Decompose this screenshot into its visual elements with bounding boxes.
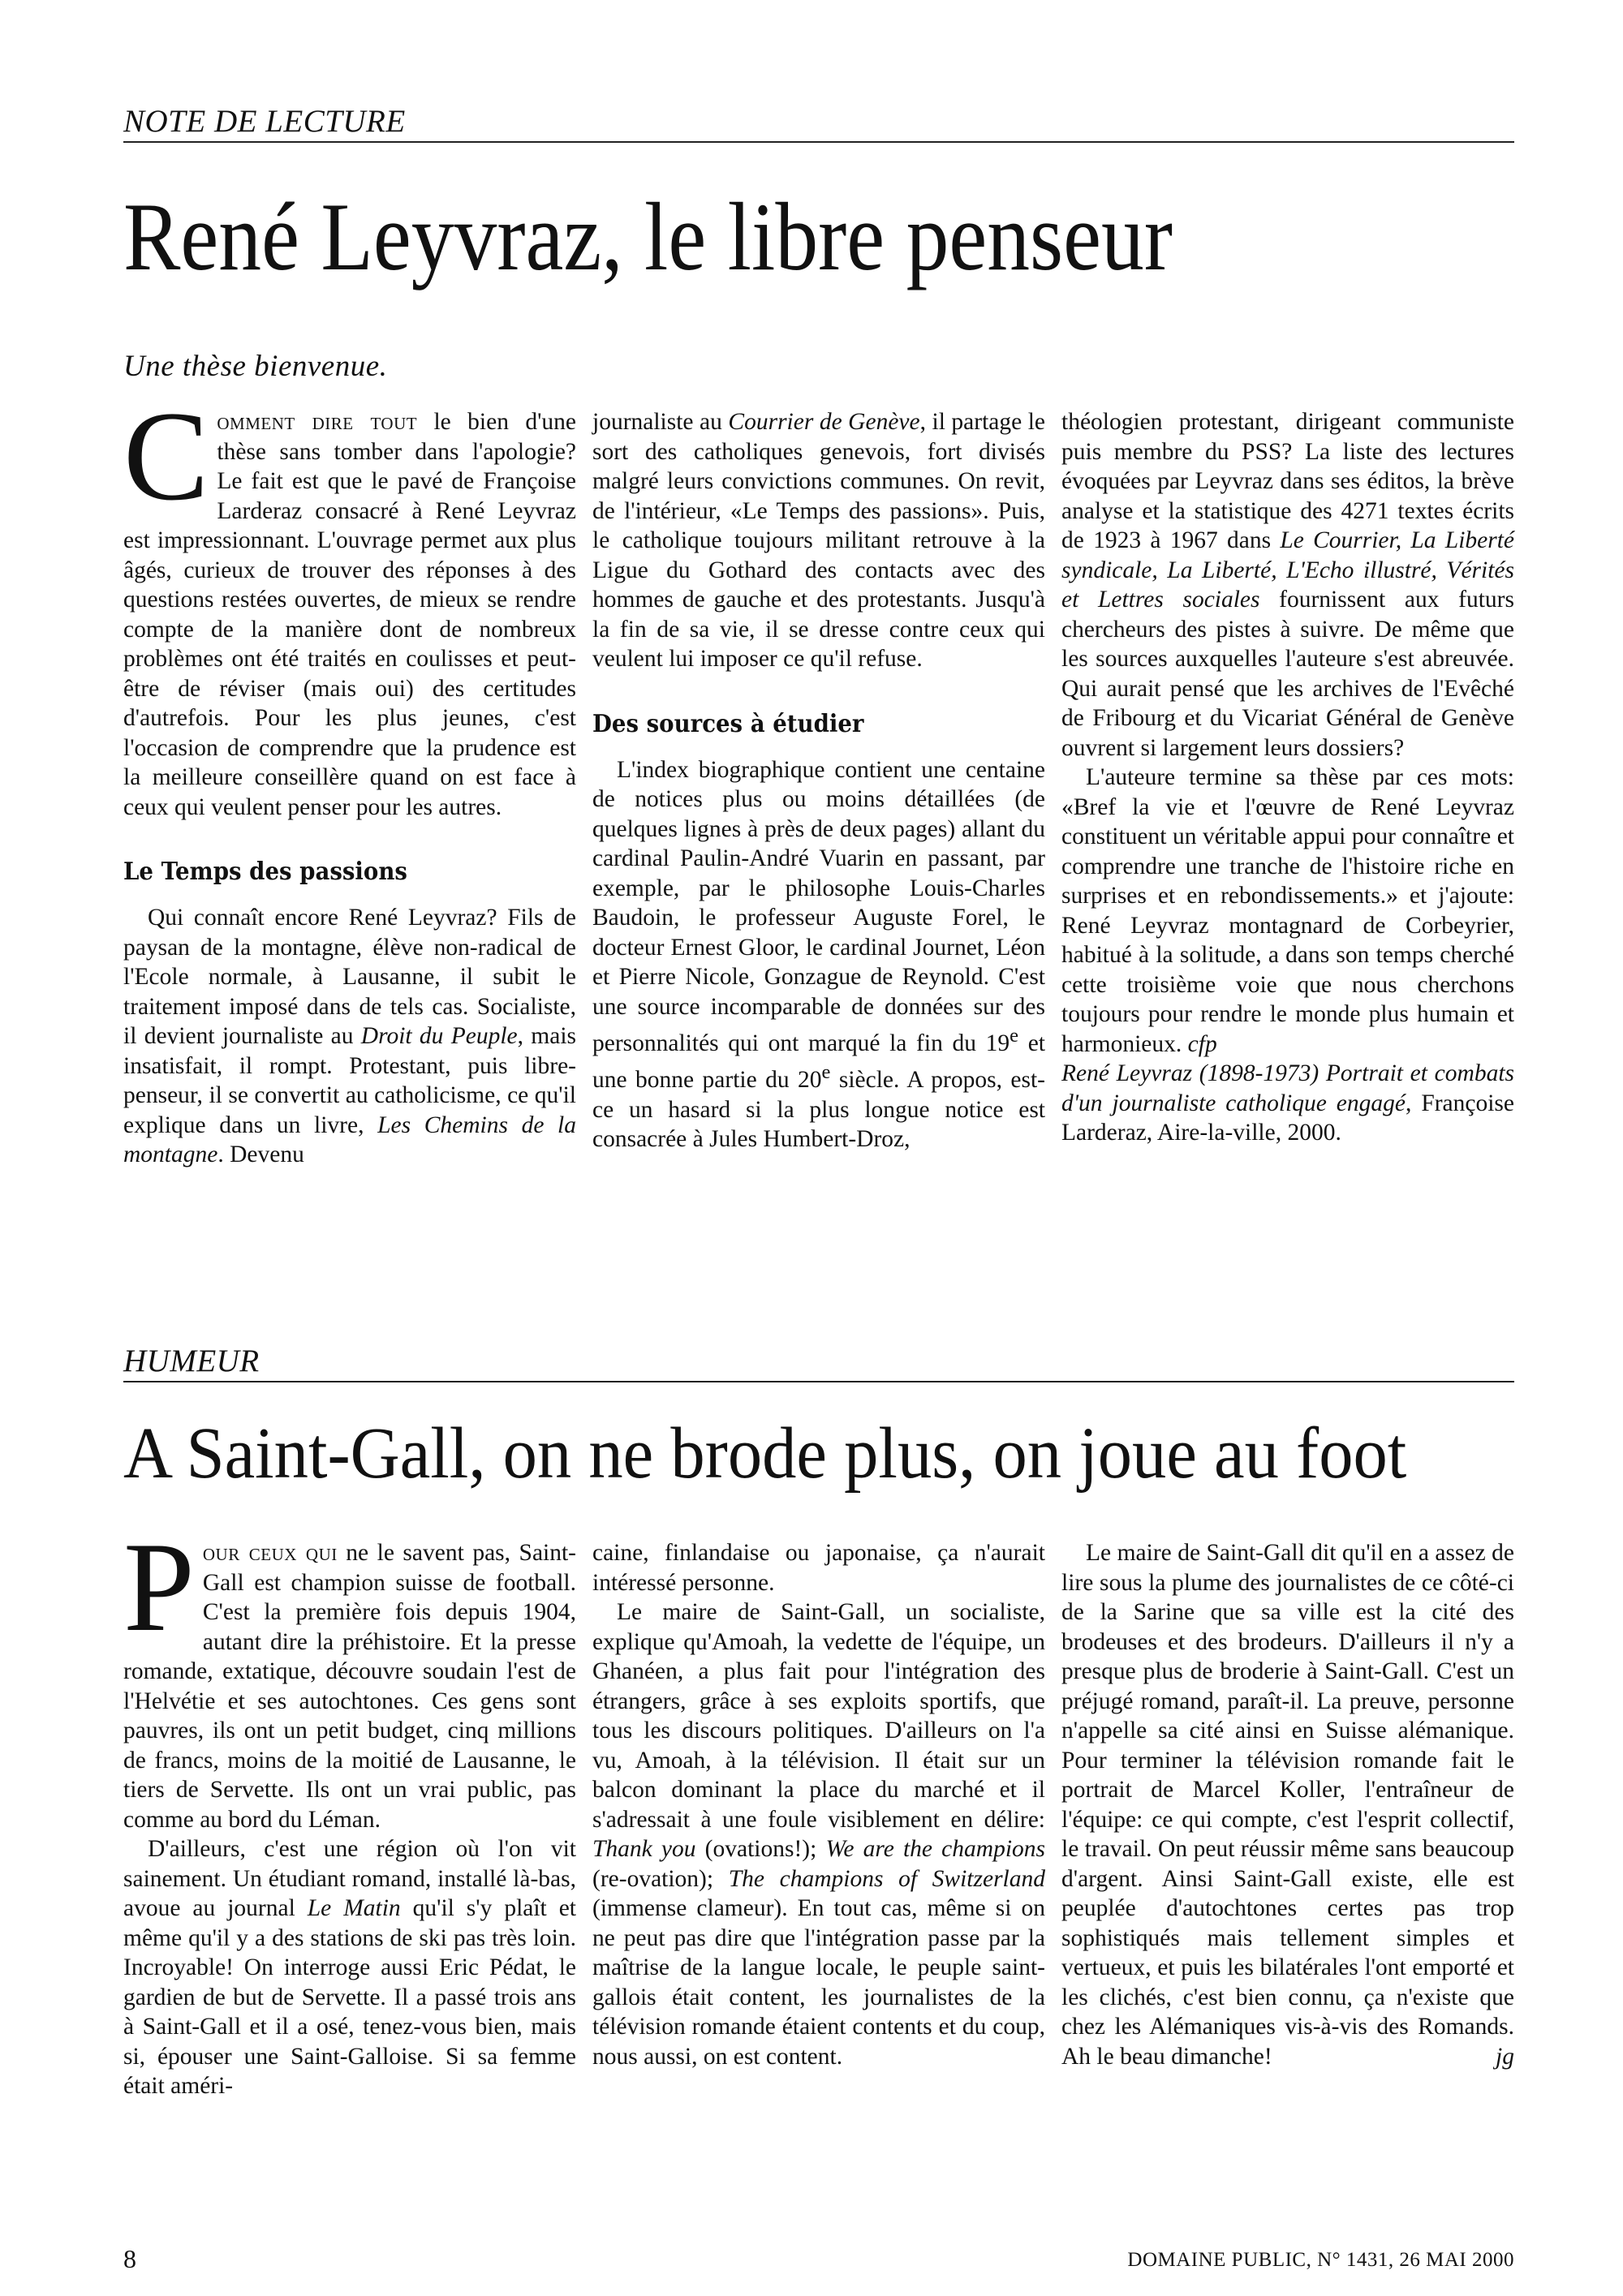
article2-column-2 bbox=[592, 1538, 1045, 2071]
author-signature: cfp bbox=[1187, 1030, 1217, 1057]
rubric-note-de-lecture: NOTE DE LECTURE bbox=[123, 104, 1514, 143]
article2-column-1 bbox=[123, 1516, 577, 2101]
author-signature: jg bbox=[1496, 2043, 1514, 2070]
superscript: e bbox=[821, 1061, 831, 1084]
text-run: L'auteure termine sa thèse par ces mots: «Bref la vie et l'œuvre de René Leyvraz constituent un véritable appui pour connaître et comprendre une tranche de l'histoire riche en surprises et en rebondissements.» et j'ajoute: René Leyvraz montagnard de Corbeyrier, habitué à la solitude, a dans son temps cherché cette troisième voie que nous cherchons toujours pour rendre le monde plus humain et harmonieux. bbox=[1061, 764, 1514, 1057]
lead-smallcaps: our ceux qui bbox=[202, 1540, 338, 1566]
article-title-leyvraz: René Leyvraz, le libre penseur bbox=[123, 183, 1173, 290]
text-run: , Françoise Larderaz, Aire-la-ville, 2000. bbox=[1061, 1090, 1515, 1146]
text-run: théologien protestant, dirigeant communiste puis membre du PSS? La liste des lectures évoquées par Leyvraz dans ses éditos, la brève analyse et la statistique des 4271 textes écrits de 1923 à 1967 dans bbox=[1061, 409, 1514, 553]
paragraph-text: le bien d'une thèse sans tomber dans l'apologie? Le fait est que le pavé de Françoise Larderaz consacré à René Leyvraz est impressionnant. L'ouvrage permet aux plus âgés, curieux de trouver des réponses à des questions restées ouvertes, de mieux se rendre compte de la manière dont de nombreux problèmes ont été traités en coulisses et peut-être de réviser (mais oui) des certitudes d'autrefois. Pour les plus jeunes, c'est l'occasion de comprendre que la prudence est la meilleure conseillère quand on est face à ceux qui veulent penser pour les autres. bbox=[123, 409, 576, 820]
text-run: (re-ovation); bbox=[592, 1865, 729, 1892]
paragraph bbox=[592, 407, 1045, 674]
text-run: et une bonne partie du 20 bbox=[592, 1030, 1046, 1094]
article1-column-3 bbox=[1061, 407, 1514, 1148]
book-title: René Leyvraz (1898-1973) Portrait et combats d'un journaliste catholique engagé bbox=[1061, 1060, 1514, 1116]
rubric-humeur: HUMEUR bbox=[123, 1344, 1514, 1382]
text-run: L'index biographique contient une centaine de notices plus ou moins détaillées (de quelques lignes à près de deux pages) allant du cardinal Paulin-André Vuarin en passant, par exemple, par le philosophe Louis-Charles Baudoin, le professeur Auguste Forel, le docteur Ernest Gloor, le cardinal Journet, Léon et Pierre Nicole, Gonzague de Reynold. C'est une source incomparable de données sur des personnalités qui ont marqué la fin du 19 bbox=[592, 756, 1045, 1056]
text-run: qu'il s'y plaît et même qu'il y a des stations de ski pas très loin. Incroyable! On interroge aussi Eric Pédat, le gardien de but de Servette. Il a passé trois ans à Saint-Gall et il a osé, tenez-vous bien, mais si, épouser une Saint-Galloise. Si sa femme était améri- bbox=[123, 1895, 576, 2099]
paragraph bbox=[123, 385, 576, 822]
article-title-saint-gall: A Saint-Gall, on ne brode plus, on joue au foot bbox=[123, 1413, 1407, 1494]
subheading-sources: Des sources à étudier bbox=[592, 709, 864, 738]
paragraph bbox=[123, 1834, 576, 2101]
article1-column-1 bbox=[123, 385, 576, 1170]
issue-line: DOMAINE PUBLIC, N° 1431, 26 MAI 2000 bbox=[1127, 2249, 1514, 2271]
paragraph bbox=[1061, 407, 1514, 763]
italic-quote: We are the champions bbox=[825, 1836, 1045, 1862]
paragraph bbox=[592, 755, 1045, 1154]
paragraph bbox=[123, 1516, 577, 1834]
article-deck: Une thèse bienvenue. bbox=[123, 350, 388, 383]
article1-column-2 bbox=[592, 407, 1045, 1154]
drop-cap: C bbox=[123, 385, 209, 527]
italic-quote: The champions of Switzerland bbox=[728, 1865, 1045, 1892]
lead-smallcaps: omment dire tout bbox=[217, 409, 418, 435]
italic-quote: Thank you bbox=[592, 1836, 696, 1862]
text-run: siècle. A propos, est-ce un hasard si la plus longue notice est consacrée à Jules Humbert-Droz, bbox=[592, 1067, 1045, 1153]
text-run: D'ailleurs, c'est une région où l'on vit sainement. Un étudiant romand, installé là-bas, avoue au journal bbox=[123, 1836, 576, 1921]
text-run: , il partage le sort des catholiques genevois, fort divisés malgré leurs convictions communes. On revit, de l'intérieur, «Le Temps des passions». Puis, le catholique toujours militant retrouve à la Ligue du Gothard des contacts avec des hommes de gauche et des protestants. Jusqu'à la fin de sa vie, il se dresse contre ceux qui veulent lui imposer ce qu'il refuse. bbox=[592, 409, 1045, 672]
drop-cap: P bbox=[123, 1516, 195, 1658]
article2-column-3 bbox=[1061, 1538, 1514, 2071]
subheading-temps-des-passions: Le Temps des passions bbox=[123, 858, 407, 886]
text-run: ne le savent pas, Saint-Gall est champion suisse de football. C'est la première fois depuis 1904, autant dire la préhistoire. Et la presse romande, extatique, découvre soudain l'est de l'Helvétie et ses autochtones. Ces gens sont pauvres, ils ont un petit budget, cinq millions de francs, moins de la moitié de Lausanne, le tiers de Servette. Ils ont un vrai public, pas comme au bord du Léman. bbox=[123, 1540, 577, 1833]
text-run: journaliste au bbox=[592, 409, 729, 435]
text-run: , mais insatisfait, il rompt. Protestant, puis libre-penseur, il se convertit au catholicisme, ce qu'il explique dans un livre, bbox=[123, 1023, 576, 1138]
paragraph: caine, finlandaise ou japonaise, ça n'aurait intéressé personne. bbox=[592, 1540, 1045, 1596]
paragraph bbox=[1061, 763, 1514, 1059]
italic-title: Droit du Peuple bbox=[360, 1023, 518, 1049]
paragraph bbox=[592, 1597, 1045, 2071]
italic-title: Courrier de Genève bbox=[728, 409, 920, 435]
book-reference bbox=[1061, 1059, 1514, 1148]
text-run: Le maire de Saint-Gall, un socialiste, explique qu'Amoah, la vedette de l'équipe, un Ghanéen, a plus fait pour l'intégration des étrangers, grâce à ses exploits sportifs, que tous les discours politiques. D'ailleurs on l'a vu, Amoah, à la télévision. Il était sur un balcon dominant la place du marché et il s'adressait à une foule visiblement en délire: bbox=[592, 1599, 1045, 1833]
paragraph bbox=[123, 903, 576, 1170]
page-number: 8 bbox=[123, 2244, 136, 2273]
superscript: e bbox=[1010, 1025, 1019, 1047]
paragraph bbox=[1061, 1538, 1514, 2071]
page bbox=[123, 0, 1514, 2296]
italic-title: Les Chemins de la montagne bbox=[123, 1111, 576, 1167]
italic-title: Le Matin bbox=[307, 1895, 401, 1921]
text-run: (immense clameur). En tout cas, même si on ne peut pas dire que l'intégration passe par la maîtrise de la langue locale, le peuple saint-gallois était content, les journalistes de la télévision romande étaient contents et du coup, nous aussi, on est content. bbox=[592, 1895, 1045, 2070]
text-run: . Devenu bbox=[217, 1142, 304, 1167]
text-run: fournissent aux futurs chercheurs des pistes à suivre. De même que les sources auxquelles l'auteure s'est abreuvée. Qui aurait pensé que les archives de l'Evêché de Fribourg et du Vicariat Général de Genève ouvrent si largement leurs dossiers? bbox=[1061, 587, 1514, 761]
italic-titles: Le Courrier, La Liberté syndicale, La Liberté, L'Echo illustré, Vérités et Lettres sociales bbox=[1061, 527, 1514, 613]
text-run: Le maire de Saint-Gall dit qu'il en a assez de lire sous la plume des journalistes de ce côté-ci de la Sarine que sa ville est la cité des brodeuses et des brodeurs. D'ailleurs il n'y a presque plus de broderie à Saint-Gall. C'est un préjugé romand, paraît-il. La preuve, personne n'appelle sa cité ainsi en Suisse alémanique. Pour terminer la télévision romande fait le portrait de Marcel Koller, l'entraîneur de l'équipe: ce qui compte, c'est l'esprit collectif, le travail. On peut réussir même sans beaucoup d'argent. Ainsi Saint-Gall existe, elle est peuplée d'autochtones certes pas trop sophistiqués mais tellement simples et vertueux, et puis les bilatérales l'ont emporté et les clichés, c'est bien connu, ça n'existe que chez les Alémaniques vis-à-vis des Romands. Ah le beau dimanche! bbox=[1061, 1540, 1514, 2070]
text-run: (ovations!); bbox=[695, 1836, 826, 1862]
text-run: Qui connaît encore René Leyvraz? Fils de paysan de la montagne, élève non-radical de l'Ecole normale, à Lausanne, il subit le traitement imposé dans de tels cas. Socialiste, il devient journaliste au bbox=[123, 905, 576, 1049]
